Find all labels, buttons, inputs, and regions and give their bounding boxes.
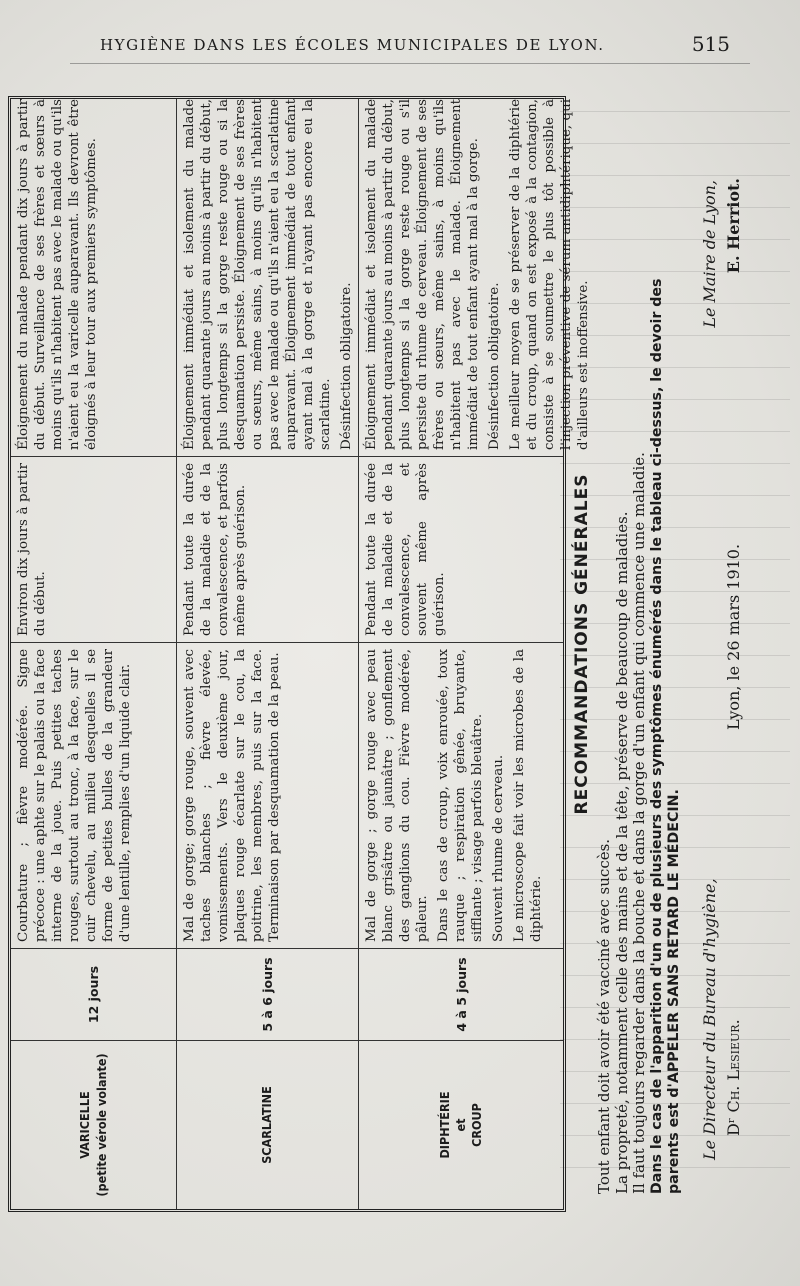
disease-name-line: CROUP [469,1103,485,1147]
contagion-duration-cell [177,457,358,643]
duration-text: Pendant toute la durée de la maladie et de la convalescence, et souvent même après guérison. [364,463,447,636]
disease-name [11,1041,176,1209]
table-row-scarlatine [177,99,359,1209]
measures-cell [177,93,358,457]
symptoms-cell [177,643,358,949]
duration-text: Pendant toute la durée de la maladie et de la convalescence, et parfois même après guérison. [182,463,248,636]
measures-text: Éloignement immédiat et isolement du malade pendant quarante jours au moins à partir du début, plus longtemps si la gorge reste rouge ou si la desquamation persiste. Éloignement de ses frères ou sœurs, même sains, à moins qu'ils n'habitent pas avec le malade ou qu'ils n'aient eu la scarlatine auparavant. Éloignement immédiat de tout enfant ayant mal à la gorge et n'ayant pas encore eu la scarlatine. [182,99,333,450]
symptoms-text: Mal de gorge; gorge rouge, souvent avec taches blanches ; fièvre élevée, vomissements. Vers le deuxième jour, plaques rouge écarlate sur le cou, la poitrine, les membres, puis sur la face. Terminaison par desquamation de la peau. [182,649,282,942]
symptoms-text: Le microscope fait voir les microbes de la diphtérie. [512,649,544,942]
measures-cell [359,93,591,457]
symptoms-cell [11,643,176,949]
disease-name-line: VARICELLE [77,1091,93,1159]
symptoms-text: Courbature ; fièvre modérée. Signe précoce : une aphte sur le palais ou la face interne de la joue. Puis petites taches rouges, surtout au tronc, à la face, sur le cuir chevelu, au milieu desquelles il se forme de petites bulles de la grandeur d'une lentille, remplies d'un liquide clair. [16,649,133,942]
disease-name [177,1041,358,1209]
signature-date: Lyon, le 26 mars 1910. [724,543,743,730]
director-title: Le Directeur du Bureau d'hygiène, [700,878,719,1160]
symptoms-text: Souvent rhume de cerveau. [491,754,506,942]
measures-cell [11,93,176,457]
table-row-varicelle [11,99,177,1209]
disease-name-line: (petite vérole volante) [93,1053,109,1197]
page-number: 515 [691,32,730,56]
recommendation-line: Il faut toujours regarder dans la bouche et dans la gorge d'un enfant qui commence une maladie. [630,452,648,1194]
disease-name-line: et [452,1118,468,1132]
recommendations-title: RECOMMANDATIONS GÉNÉRALES [572,473,592,815]
measures-text: Désinfection obligatoire. [339,282,354,450]
incubation-cell: 5 à 6 jours [177,949,358,1041]
measures-text: Éloignement immédiat et isolement du malade pendant quarante jours au moins à partir du début, plus longtemps si la gorge reste rouge ou s'il persiste du rhume de cerveau. Éloignement de ses frères ou sœurs, même sains, à moins qu'ils n'habitent pas avec le malade. Éloignement immédiat de tout enfant ayant mal à la gorge. [364,99,481,450]
contagion-duration-cell [11,457,176,643]
rotated-content [0,60,790,1220]
mayor-title: Le Maire de Lyon, [700,180,719,328]
disease-name-line: SCARLATINE [259,1086,275,1164]
incubation-cell: 4 à 5 jours [359,949,563,1041]
symptoms-text: Dans le cas de croup, voix enrouée, toux rauque ; respiration gênée, bruyante, sifflante ; visage parfois bleuâtre. [436,649,485,942]
disease-name-line: DIPHTÉRIE [436,1091,452,1159]
running-title: HYGIÈNE DANS LES ÉCOLES MUNICIPALES DE LYON. [100,36,605,54]
signature-block [700,120,780,1160]
duration-text: Environ dix jours à partir du début. [16,463,48,636]
symptoms-text: Mal de gorge ; gorge rouge avec peau blanc grisâtre ou jaunâtre ; gonflement des ganglions du cou. Fièvre modérée, pâleur. [364,649,430,942]
measures-text: Éloignement du malade pendant dix jours à partir du début. Surveillance de ses frères et sœurs à moins qu'ils n'habitent pas avec le malade ou qu'ils n'aient eu la varicelle auparavant. Ils devront être éloignés à leur tour aux premiers symptômes. [16,99,99,450]
running-header [70,30,730,64]
measures-text: Désinfection obligatoire. [487,282,502,450]
disease-name [359,1041,563,1209]
recommendation-line: Tout enfant doit avoir été vacciné avec succès. [595,838,613,1194]
recommendation-line: La propreté, notamment celle des mains et de la tête, préserve de beaucoup de maladies. [612,511,631,1194]
director-name: Dʳ Ch. Lesieur. [724,1019,743,1136]
general-recommendations [572,94,692,1194]
contagion-duration-cell [359,457,563,643]
mayor-name: E. Herriot. [724,178,743,274]
measures-text: Le meilleur moyen de se préserver de la diphtérie et du croup, quand on est exposé à la contagion, consiste à se soumettre le plus tôt possible à l'injection préventive de sérum antidiphtérique, qui d'ailleurs est inoffensive. [508,99,591,450]
recommendation-line: Dans le cas de l'apparition d'un ou de plusieurs des symptômes énumérés dans le tableau ci-dessus, le devoir des [648,278,665,1194]
symptoms-cell [359,643,563,949]
recommendation-line: parents est d'APPELER SANS RETARD LE MÉDECIN. [666,789,682,1194]
incubation-cell: 12 jours [11,949,176,1041]
